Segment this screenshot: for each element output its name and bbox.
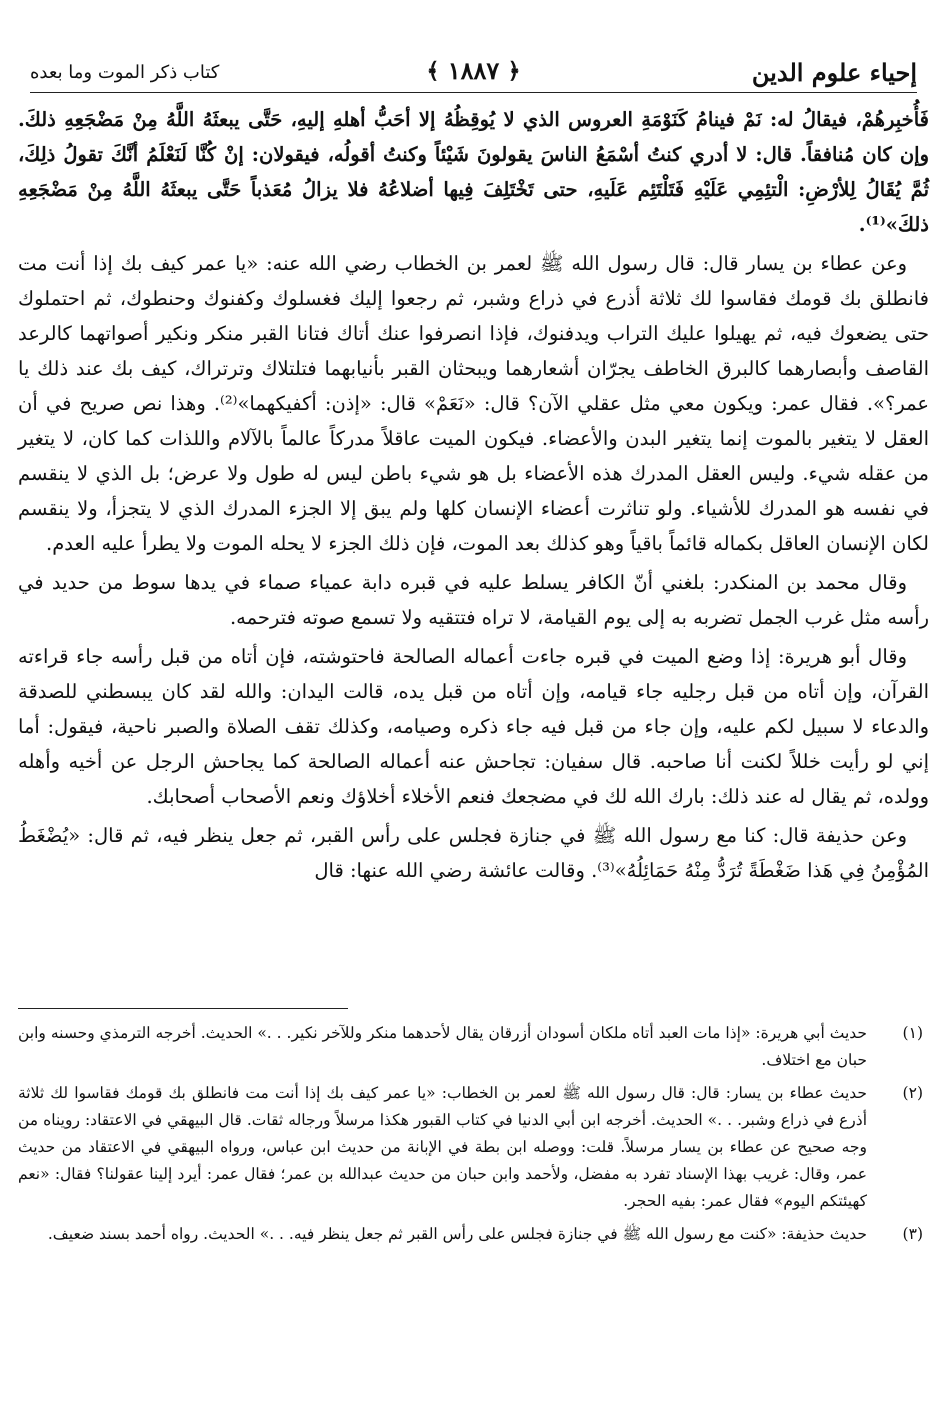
footnotes [18, 1020, 929, 1254]
footnote [18, 1080, 929, 1215]
paragraph: وعن حذيفة قال: كنا مع رسول الله ﷺ في جنازة فجلس على رأس القبر، ثم جعل ينظر فيه، ثم قال: «يُضْغَطُ المُؤْمِنُ فِي هَذا ضَغْطَةً تُرَدُّ مِنْهُ حَمَائِلُهُ»⁽³⁾. وقالت عائشة رضي الله عنها: قال [18, 824, 929, 882]
paragraph: وقال أبو هريرة: إذا وضع الميت في قبره جاءت أعماله الصالحة فاحتوشته، فإن أتاه من قبل رأسه جاء قراءته القرآن، وإن أتاه من قبل رجليه جاء قيامه، وإن أتاه من قبل يده، قالت اليدان: والله لقد كان يبسطني للصدقة والدعاء لا سبيل لكم عليه، وإن جاء من قبل فيه جاء ذكره وصيامه، وكذلك تقف الصلاة والصبر ناحية، فيقول: أما إني لو رأيت خللاً لكنت أنا صاحبه. قال سفيان: تجاحش عنه أعماله الصالحة كما يجاحش الرجل عن أخيه وأهله وولده، ثم يقال له عند ذلك: بارك الله لك في مضجعك فنعم الأخلاء أخلاؤك ونعم الأصحاب أصحابك. [18, 645, 929, 808]
ornament-left-icon: ﴿ [507, 58, 521, 84]
footnote-separator [18, 1008, 348, 1009]
footnote-number: (١) [902, 1024, 923, 1042]
book-title: إحياء علوم الدين [751, 58, 917, 87]
footnote [18, 1221, 929, 1248]
chapter-title: كتاب ذكر الموت وما بعده [30, 62, 220, 83]
paragraph: وعن عطاء بن يسار قال: قال رسول الله ﷺ لعمر بن الخطاب رضي الله عنه: «يا عمر كيف بك إذا أنت مت فانطلق بك قومك فقاسوا لك ثلاثة أذرع في ذراع وشبر، ثم رجعوا إليك فغسلوك وكفنوك وحنطوك، ثم احتملوك حتى يضعوك فيه، ثم يهيلوا عليك التراب ويدفنوك، فإذا انصرفوا عنك أتاك فتانا القبر منكر ونكير أصواتهما كالرعد القاصف وأبصارهما كالبرق الخاطف يجرّان أشعارهما ويبحثان القبر بأنيابهما فتلتلاك وترتراك، كيف بك عند ذلك يا عمر؟». فقال عمر: ويكون معي مثل عقلي الآن؟ قال: «نَعَمْ» قال: «إذن: أكفيكهما»⁽²⁾. وهذا نص صريح في أن العقل لا يتغير بالموت إنما يتغير البدن والأعضاء. فيكون الميت عاقلاً مدركاً عالماً بالآلام واللذات كما كان، لا يتغير من عقله شيء. وليس العقل المدرك هذه الأعضاء بل هو شيء باطن ليس له طول ولا عرض؛ بل الذي لا ينقسم في نفسه هو المدرك للأشياء. ولو تناثرت أعضاء الإنسان كلها ولم يبق إلا الجزء المدرك الذي لا يتجزأ، ولا ينقسم لكان الإنسان العاقل بكماله قائماً باقياً وهو كذلك بعد الموت، فإن ذلك الجزء لا يحله الموت ولا يطرأ عليه العدم. [18, 252, 929, 555]
footnote-text: حديث أبي هريرة: «إذا مات العبد أتاه ملكان أسودان أزرقان يقال لأحدهما منكر وللآخر نكير. . .» الحديث. أخرجه الترمذي وحسنه وابن حبان مع اختلاف. [18, 1024, 867, 1069]
paragraph: وقال محمد بن المنكدر: بلغني أنّ الكافر يسلط عليه في قبره دابة عمياء صماء في يدها سوط من حديد في رأسه مثل غرب الجمل تضربه به إلى يوم القيامة، لا تراه فتتقيه ولا تسمع صوته فترحمه. [18, 571, 929, 629]
paragraph: فَأُخبِرهُمْ، فيقالُ له: نَمْ فينامُ كَنَوْمَةِ العروس الذي لا يُوقِظُهُ إلا أحَبُّ أهلهِ إليهِ، حَتَّى يبعثَهُ اللَّهُ مِنْ مَضْجَعِهِ ذلكَ. وإن كان مُنافقاً. قال: لا أدري كنتُ أسْمَعُ الناسَ يقولونَ شَيْئاً وكنتُ أقولُه، فيقولان: إنْ كُنَّا لَنَعْلَمُ أنَّكَ تقولُ ذلِكَ، ثُمَّ يُقَالُ لِلأرْضِ: الْتئِمِي عَلَيْهِ فَتَلْتَئِم عَلَيهِ، حتى تَخْتَلِفَ فِيها أضلاعُهُ فلا يزالُ مُعَذباً حَتَّى يبعثَهُ اللَّهُ مِنْ مَضْجَعِهِ ذلكَ»⁽¹⁾. [18, 108, 929, 236]
ornament-right-icon: ﴾ [426, 58, 440, 84]
page-header [30, 52, 917, 93]
footnote-number: (٣) [902, 1225, 923, 1243]
footnote-number: (٢) [902, 1084, 923, 1102]
main-text [18, 102, 929, 892]
page-number-box [426, 56, 520, 85]
page-number: ١٨٨٧ [447, 56, 500, 85]
footnote-text: حديث عطاء بن يسار: قال: قال رسول الله ﷺ لعمر بن الخطاب: «يا عمر كيف بك إذا أنت مت فانطلق بك قومك فقاسوا لك ثلاثة أذرع في ذراع وشبر. . .» الحديث. أخرجه ابن أبي الدنيا في كتاب القبور هكذا مرسلاً ورجاله ثقات. قال البيهقي في الاعتقاد: رويناه من وجه صحيح عن عطاء بن يسار مرسلاً. قلت: ووصله ابن بطة في الإبانة من حديث ابن عباس، ورواه البيهقي في الاعتقاد من حديث عمر، وقال: غريب بهذا الإسناد تفرد به مفضل، ولأحمد وابن حبان من حديث عبدالله بن عمر؛ فقال عمر: أيرد إلينا عقولنا؟ فقال: «نعم كهيئتكم اليوم» فقال عمر: بفيه الحجر. [18, 1084, 867, 1210]
footnote-text: حديث حذيفة: «كنت مع رسول الله ﷺ في جنازة فجلس على رأس القبر ثم جعل ينظر فيه. . .» الحديث. رواه أحمد بسند ضعيف. [47, 1225, 867, 1243]
footnote [18, 1020, 929, 1074]
